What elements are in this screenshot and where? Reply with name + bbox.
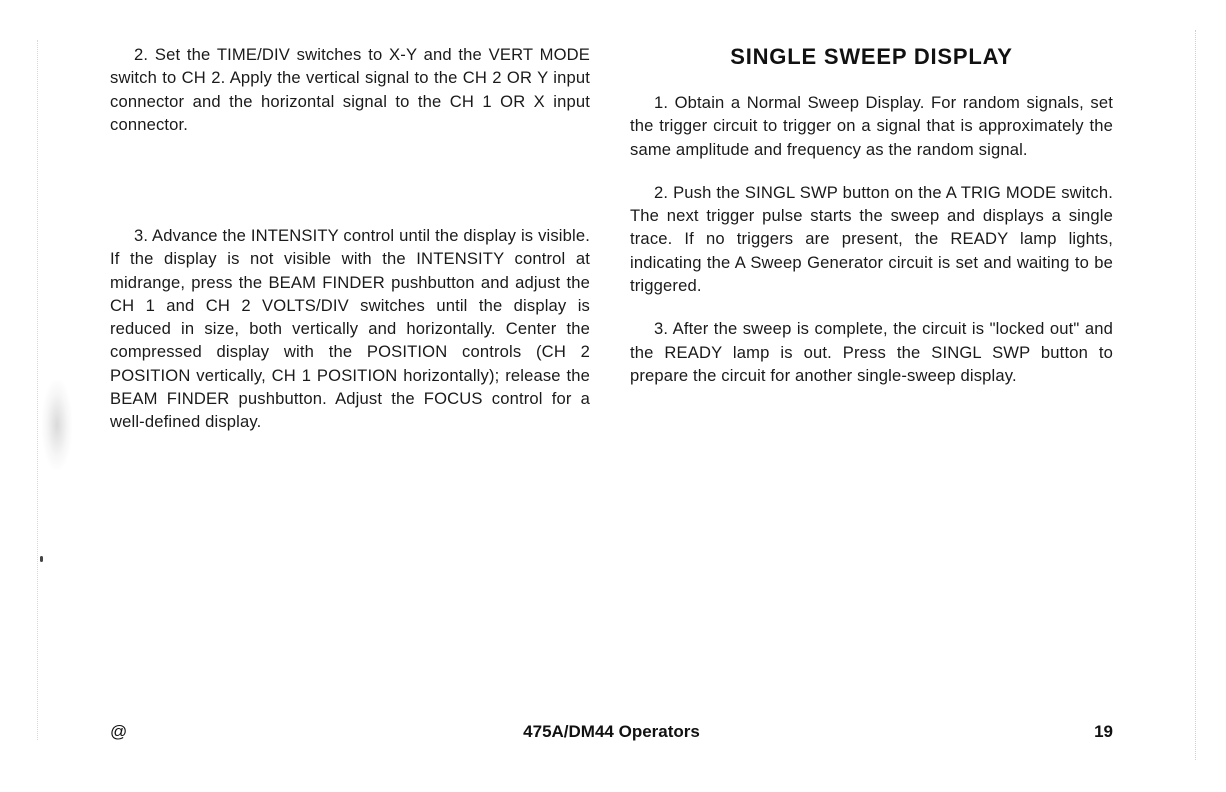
single-sweep-step-2: 2. Push the SINGL SWP button on the A TRIG MODE switch. The next trigger pulse starts the sweep and displays a single trace. If no triggers are present, the READY lamp lights, indicating the A Sweep Generator circuit is set and waiting to be triggered.: [630, 182, 1113, 296]
scan-edge-right: [1195, 30, 1197, 760]
footer-symbol: @: [110, 722, 128, 741]
right-column: [630, 43, 1113, 387]
section-heading: SINGLE SWEEP DISPLAY: [730, 44, 1013, 69]
page-number: 19: [1094, 722, 1113, 741]
left-column: [110, 43, 590, 443]
step-3-paragraph: 3. Advance the INTENSITY control until the display is visible. If the display is not visible with the INTENSITY control at midrange, press the BEAM FINDER pushbutton and adjust the CH 1 and CH 2 VOLTS/DIV switches until the display is reduced in size, both vertically and horizontally. Center the compressed display with the POSITION controls (CH 2 POSITION vertically, CH 1 POSITION horizontally); release the BEAM FINDER pushbutton. Adjust the FOCUS control for a well-defined display.: [110, 226, 590, 432]
scan-edge-left: [37, 40, 39, 740]
step-2-paragraph: 2. Set the TIME/DIV switches to X-Y and the VERT MODE switch to CH 2. Apply the vertical signal to the CH 2 OR Y input connector and the horizontal signal to the CH 1 OR X input connector.: [110, 45, 590, 134]
footer-title: 475A/DM44 Operators: [523, 722, 700, 741]
single-sweep-step-1: 1. Obtain a Normal Sweep Display. For random signals, set the trigger circuit to trigger on a signal that is approximately the same amplitude and frequency as the random signal.: [630, 93, 1113, 159]
page-footer: [110, 722, 1113, 746]
scan-speck: [40, 556, 43, 562]
single-sweep-step-3: 3. After the sweep is complete, the circuit is "locked out" and the READY lamp is out. Press the SINGL SWP button to prepare the circuit for another single-sweep display.: [630, 319, 1113, 385]
scan-smudge: [42, 380, 72, 470]
